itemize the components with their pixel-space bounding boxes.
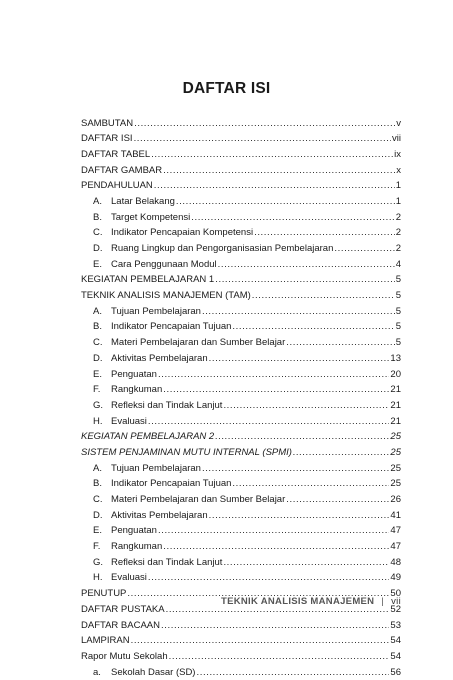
toc-entry-indent xyxy=(81,539,111,555)
footer-page-number: vii xyxy=(391,596,401,607)
toc-leader-dots xyxy=(286,335,394,351)
toc-entry-letter: C. xyxy=(93,492,111,508)
toc-leader-dots xyxy=(252,288,395,304)
toc-leader-dots xyxy=(215,429,389,445)
toc-entry[interactable] xyxy=(81,116,401,132)
toc-entry[interactable] xyxy=(81,398,401,414)
toc-entry-page: 53 xyxy=(390,618,401,634)
toc-entry[interactable] xyxy=(81,225,401,241)
toc-entry-page: 25 xyxy=(390,445,401,461)
toc-entry-label: Latar Belakang xyxy=(111,194,175,210)
toc-entry-label: Evaluasi xyxy=(111,414,147,430)
toc-entry[interactable] xyxy=(81,523,401,539)
toc-entry-page: 5 xyxy=(396,304,401,320)
toc-entry[interactable] xyxy=(81,618,401,634)
toc-entry-page: x xyxy=(396,163,401,179)
toc-entry[interactable] xyxy=(81,492,401,508)
toc-entry-letter: B. xyxy=(93,210,111,226)
toc-entry-letter: A. xyxy=(93,194,111,210)
toc-entry-label: Cara Penggunaan Modul xyxy=(111,257,217,273)
toc-leader-dots xyxy=(254,225,395,241)
toc-leader-dots xyxy=(223,555,389,571)
toc-entry-indent xyxy=(81,665,111,680)
toc-leader-dots xyxy=(148,414,390,430)
toc-entry-label: DAFTAR TABEL xyxy=(81,147,150,163)
toc-entry[interactable] xyxy=(81,131,401,147)
toc-entry[interactable] xyxy=(81,319,401,335)
toc-entry-letter: F. xyxy=(93,539,111,555)
toc-entry-label: Indikator Pencapaian Kompetensi xyxy=(111,225,253,241)
toc-entry-page: 41 xyxy=(390,508,401,524)
toc-entry[interactable] xyxy=(81,257,401,273)
toc-entry-label: Aktivitas Pembelajaran xyxy=(111,508,208,524)
toc-entry-page: 4 xyxy=(396,257,401,273)
toc-entry-indent xyxy=(81,492,111,508)
toc-entry-page: 20 xyxy=(390,367,401,383)
toc-leader-dots xyxy=(202,304,395,320)
toc-leader-dots xyxy=(154,178,395,194)
toc-entry[interactable] xyxy=(81,194,401,210)
page-title: DAFTAR ISI xyxy=(0,80,453,98)
toc-entry-page: 2 xyxy=(396,241,401,257)
toc-entry-indent xyxy=(81,225,111,241)
toc-entry[interactable] xyxy=(81,555,401,571)
toc-entry-page: 52 xyxy=(390,602,401,618)
toc-entry-letter: H. xyxy=(93,570,111,586)
toc-entry-label: KEGIATAN PEMBELAJARAN 2 xyxy=(81,429,214,445)
footer-separator: | xyxy=(381,596,384,607)
toc-entry-letter: E. xyxy=(93,257,111,273)
toc-entry[interactable] xyxy=(81,461,401,477)
toc-entry-indent xyxy=(81,241,111,257)
toc-entry-label: Refleksi dan Tindak Lanjut xyxy=(111,398,222,414)
toc-entry-label: SAMBUTAN xyxy=(81,116,133,132)
toc-entry-page: vii xyxy=(392,131,401,147)
toc-entry-label: Indikator Pencapaian Tujuan xyxy=(111,319,231,335)
toc-entry-letter: A. xyxy=(93,304,111,320)
toc-entry-indent xyxy=(81,508,111,524)
toc-leader-dots xyxy=(148,570,390,586)
toc-leader-dots xyxy=(158,523,389,539)
toc-entry-indent xyxy=(81,398,111,414)
toc-entry-indent xyxy=(81,367,111,383)
toc-entry-indent xyxy=(81,351,111,367)
toc-entry-label: Rangkuman xyxy=(111,539,162,555)
toc-leader-dots xyxy=(232,476,389,492)
toc-leader-dots xyxy=(134,131,391,147)
toc-entry-label: KEGIATAN PEMBELAJARAN 1 xyxy=(81,272,214,288)
toc-leader-dots xyxy=(215,272,394,288)
toc-entry-page: 5 xyxy=(396,335,401,351)
toc-entry[interactable] xyxy=(81,445,401,461)
toc-entry[interactable] xyxy=(81,351,401,367)
toc-entry[interactable] xyxy=(81,272,401,288)
toc-leader-dots xyxy=(191,210,394,226)
toc-entry-letter: A. xyxy=(93,461,111,477)
toc-entry-letter: D. xyxy=(93,351,111,367)
toc-entry-page: ix xyxy=(394,147,401,163)
toc-entry[interactable] xyxy=(81,335,401,351)
toc-entry-indent xyxy=(81,523,111,539)
toc-entry-letter: C. xyxy=(93,225,111,241)
toc-entry[interactable] xyxy=(81,539,401,555)
toc-leader-dots xyxy=(209,508,390,524)
toc-entry-indent xyxy=(81,194,111,210)
toc-leader-dots xyxy=(286,492,389,508)
toc-entry-page: 1 xyxy=(396,178,401,194)
toc-entry[interactable] xyxy=(81,147,401,163)
toc-entry-page: 13 xyxy=(390,351,401,367)
toc-entry-indent xyxy=(81,257,111,273)
toc-leader-dots xyxy=(131,633,390,649)
toc-entry-page: 47 xyxy=(390,539,401,555)
toc-leader-dots xyxy=(163,539,389,555)
toc-entry-page: 21 xyxy=(390,382,401,398)
toc-entry-letter: F. xyxy=(93,382,111,398)
toc-entry[interactable] xyxy=(81,210,401,226)
toc-entry-indent xyxy=(81,414,111,430)
toc-entry-letter: G. xyxy=(93,555,111,571)
toc-entry[interactable] xyxy=(81,429,401,445)
toc-leader-dots xyxy=(163,163,395,179)
toc-entry-indent xyxy=(81,382,111,398)
toc-entry-page: 21 xyxy=(390,414,401,430)
toc-entry-page: 5 xyxy=(396,288,401,304)
toc-entry[interactable] xyxy=(81,414,401,430)
toc-entry-letter: a. xyxy=(93,665,111,680)
toc-entry-indent xyxy=(81,476,111,492)
toc-entry-label: Refleksi dan Tindak Lanjut xyxy=(111,555,222,571)
toc-entry-page: 50 xyxy=(390,586,401,602)
toc-entry-indent xyxy=(81,461,111,477)
toc-entry-letter: D. xyxy=(93,241,111,257)
toc-entry-page: 47 xyxy=(390,523,401,539)
toc-entry-label: PENUTUP xyxy=(81,586,126,602)
toc-entry-label: Materi Pembelajaran dan Sumber Belajar xyxy=(111,492,285,508)
toc-entry[interactable] xyxy=(81,304,401,320)
toc-entry-label: Target Kompetensi xyxy=(111,210,190,226)
toc-entry[interactable] xyxy=(81,382,401,398)
toc-entry-letter: G. xyxy=(93,398,111,414)
toc-leader-dots xyxy=(218,257,395,273)
toc-entry-label: Indikator Pencapaian Tujuan xyxy=(111,476,231,492)
toc-entry-label: Rapor Mutu Sekolah xyxy=(81,649,168,665)
toc-entry-letter: D. xyxy=(93,508,111,524)
toc-entry-indent xyxy=(81,319,111,335)
page-footer xyxy=(221,596,401,607)
toc-entry-letter: H. xyxy=(93,414,111,430)
toc-entry-page: 25 xyxy=(390,461,401,477)
toc-entry-label: Aktivitas Pembelajaran xyxy=(111,351,208,367)
toc-leader-dots xyxy=(163,382,389,398)
toc-entry-label: Evaluasi xyxy=(111,570,147,586)
toc-entry[interactable] xyxy=(81,633,401,649)
toc-entry-page: 21 xyxy=(390,398,401,414)
toc-entry-label: Sekolah Dasar (SD) xyxy=(111,665,195,680)
toc-entry-page: 5 xyxy=(396,319,401,335)
toc-entry[interactable] xyxy=(81,367,401,383)
toc-entry-page: v xyxy=(396,116,401,132)
toc-entry[interactable] xyxy=(81,649,401,665)
toc-entry-label: DAFTAR PUSTAKA xyxy=(81,602,165,618)
toc-entry[interactable] xyxy=(81,163,401,179)
toc-leader-dots xyxy=(334,241,394,257)
toc-entry-page: 2 xyxy=(396,225,401,241)
toc-entry-label: PENDAHULUAN xyxy=(81,178,153,194)
toc-entry[interactable] xyxy=(81,241,401,257)
toc-entry-page: 25 xyxy=(390,476,401,492)
toc-leader-dots xyxy=(232,319,394,335)
toc-entry-label: Tujuan Pembelajaran xyxy=(111,304,201,320)
toc-leader-dots xyxy=(202,461,389,477)
footer-title: TEKNIK ANALISIS MANAJEMEN xyxy=(221,596,374,607)
toc-entry-label: DAFTAR ISI xyxy=(81,131,133,147)
toc-entry-letter: E. xyxy=(93,367,111,383)
toc-entry-page: 56 xyxy=(390,665,401,680)
toc-entry-indent xyxy=(81,210,111,226)
toc-entry-page: 54 xyxy=(390,633,401,649)
toc-entry-page: 48 xyxy=(390,555,401,571)
toc-leader-dots xyxy=(151,147,393,163)
toc-entry[interactable] xyxy=(81,476,401,492)
toc-entry-page: 54 xyxy=(390,649,401,665)
toc-entry-page: 26 xyxy=(390,492,401,508)
toc-entry-label: Penguatan xyxy=(111,367,157,383)
toc-entry-label: Materi Pembelajaran dan Sumber Belajar xyxy=(111,335,285,351)
toc-entry-page: 2 xyxy=(396,210,401,226)
toc-entry-label: TEKNIK ANALISIS MANAJEMEN (TAM) xyxy=(81,288,251,304)
toc-entry-page: 5 xyxy=(396,272,401,288)
toc-entry-indent xyxy=(81,304,111,320)
toc-leader-dots xyxy=(158,367,389,383)
toc-entry[interactable] xyxy=(81,665,401,680)
toc-entry[interactable] xyxy=(81,508,401,524)
toc-entry-indent xyxy=(81,335,111,351)
toc-entry-letter: B. xyxy=(93,319,111,335)
toc-entry-page: 49 xyxy=(390,570,401,586)
toc-entry[interactable] xyxy=(81,570,401,586)
toc-leader-dots xyxy=(209,351,390,367)
toc-entry-label: Penguatan xyxy=(111,523,157,539)
toc-entry-letter: C. xyxy=(93,335,111,351)
toc-entry-label: Tujuan Pembelajaran xyxy=(111,461,201,477)
toc-entry[interactable] xyxy=(81,288,401,304)
toc-entry-letter: B. xyxy=(93,476,111,492)
toc-entry-label: Ruang Lingkup dan Pengorganisasian Pembelajaran xyxy=(111,241,333,257)
toc-entry-label: Rangkuman xyxy=(111,382,162,398)
toc-entry-label: SISTEM PENJAMINAN MUTU INTERNAL (SPMI) xyxy=(81,445,292,461)
toc-entry[interactable] xyxy=(81,178,401,194)
toc-leader-dots xyxy=(169,649,390,665)
toc-entry-label: LAMPIRAN xyxy=(81,633,130,649)
toc-entry-letter: E. xyxy=(93,523,111,539)
toc-entry-page: 1 xyxy=(396,194,401,210)
toc-leader-dots xyxy=(293,445,389,461)
toc-entry-indent xyxy=(81,570,111,586)
toc-leader-dots xyxy=(134,116,395,132)
toc-leader-dots xyxy=(161,618,389,634)
toc-entry-label: DAFTAR GAMBAR xyxy=(81,163,162,179)
toc-leader-dots xyxy=(196,665,389,680)
toc-entry-label: DAFTAR BACAAN xyxy=(81,618,160,634)
toc-leader-dots xyxy=(176,194,395,210)
toc-entry-indent xyxy=(81,555,111,571)
toc-leader-dots xyxy=(223,398,389,414)
toc-entry-page: 25 xyxy=(390,429,401,445)
